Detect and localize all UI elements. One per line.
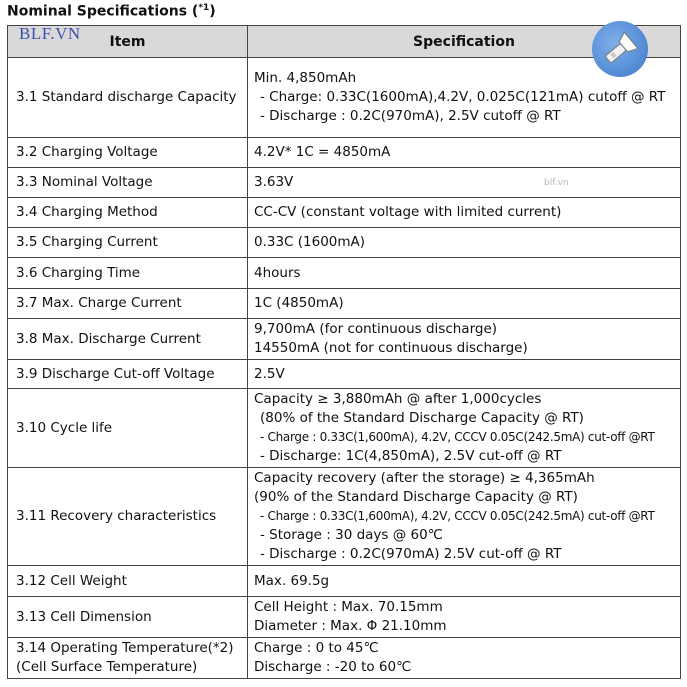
spec-line: Discharge : -20 to 60℃: [254, 659, 412, 675]
item-cell: 3.10 Cycle life: [8, 389, 248, 468]
spec-line: Capacity recovery (after the storage) ≥ 4,365mAh: [254, 470, 595, 486]
spec-line: - Discharge : 0.2C(970mA) 2.5V cut-off @ RT: [260, 546, 562, 562]
table-row: [8, 566, 681, 597]
table-row: [8, 597, 681, 638]
spec-line: - Charge : 0.33C(1,600mA), 4.2V, CCCV 0.05C(242.5mA) cut-off @RT: [260, 430, 655, 444]
table-row: [8, 168, 681, 198]
flashlight-logo-icon: [592, 21, 648, 77]
spec-line: 3.63V: [254, 174, 294, 190]
spec-cell: [248, 389, 681, 468]
table-header-row: [8, 26, 681, 58]
table-row: [8, 468, 681, 566]
header-item: Item: [8, 26, 248, 58]
item-cell: 3.4 Charging Method: [8, 198, 248, 228]
spec-line: Capacity ≥ 3,880mAh @ after 1,000cycles: [254, 391, 542, 407]
spec-line: 1C (4850mA): [254, 295, 344, 311]
spec-line: (90% of the Standard Discharge Capacity @ RT): [254, 489, 578, 505]
spec-line: (80% of the Standard Discharge Capacity @ RT): [260, 410, 584, 426]
item-cell: 3.7 Max. Charge Current: [8, 289, 248, 319]
spec-line: 14550mA (not for continuous discharge): [254, 340, 528, 356]
spec-line: - Charge : 0.33C(1,600mA), 4.2V, CCCV 0.05C(242.5mA) cut-off @RT: [260, 509, 655, 523]
item-cell: 3.1 Standard discharge Capacity: [8, 58, 248, 138]
table-row: [8, 138, 681, 168]
spec-line: 9,700mA (for continuous discharge): [254, 321, 498, 337]
spec-line: - Discharge: 1C(4,850mA), 2.5V cut-off @ RT: [260, 448, 562, 464]
spec-line: 4hours: [254, 264, 301, 281]
spec-line: 2.5V: [254, 365, 285, 382]
watermark-logo-text: BLF.VN: [19, 24, 81, 43]
item-cell: 3.9 Discharge Cut-off Voltage: [8, 360, 248, 389]
item-cell: 3.6 Charging Time: [8, 258, 248, 289]
item-cell: 3.11 Recovery characteristics: [8, 468, 248, 566]
table-row: [8, 58, 681, 138]
spec-line: - Discharge : 0.2C(970mA), 2.5V cutoff @ RT: [260, 108, 561, 124]
item-cell: 3.12 Cell Weight: [8, 566, 248, 597]
item-cell: 3.8 Max. Discharge Current: [8, 319, 248, 360]
spec-line: 0.33C (1600mA): [254, 234, 366, 250]
table-row: [8, 228, 681, 258]
table-row: [8, 289, 681, 319]
table-row: [8, 198, 681, 228]
spec-line: Diameter : Max. Φ 21.10mm: [254, 618, 447, 634]
spec-cell: [248, 638, 681, 679]
spec-line: - Storage : 30 days @ 60℃: [260, 527, 443, 543]
item-cell: 3.14 Operating Temperature(*2) (Cell Surface Temperature): [8, 638, 248, 679]
table-row: [8, 319, 681, 360]
item-cell: 3.13 Cell Dimension: [8, 597, 248, 638]
spec-table: [7, 25, 681, 679]
item-cell: 3.3 Nominal Voltage: [8, 168, 248, 198]
spec-cell: [248, 319, 681, 360]
spec-cell: [248, 138, 681, 168]
spec-line: Charge : 0 to 45℃: [254, 640, 379, 656]
spec-cell: [248, 228, 681, 258]
header-specification: Specification: [248, 26, 681, 58]
table-row: [8, 389, 681, 468]
spec-cell: [248, 468, 681, 566]
spec-line: Min. 4,850mAh: [254, 70, 357, 86]
item-cell: 3.5 Charging Current: [8, 228, 248, 258]
spec-line: Cell Height : Max. 70.15mm: [254, 599, 443, 615]
table-row: [8, 258, 681, 289]
spec-line: Max. 69.5g: [254, 572, 330, 589]
spec-cell: [248, 360, 681, 389]
spec-cell: [248, 289, 681, 319]
page-title: Nominal Specifications ($^{*1}$): [7, 3, 216, 20]
spec-cell: [248, 258, 681, 289]
watermark-text: blf.vn: [544, 178, 569, 188]
spec-line: - Charge: 0.33C(1600mA),4.2V, 0.025C(121mA) cutoff @ RT: [260, 89, 666, 105]
spec-line: CC-CV (constant voltage with limited current): [254, 204, 562, 220]
spec-cell: [248, 597, 681, 638]
spec-cell: [248, 198, 681, 228]
table-row: [8, 360, 681, 389]
table-row: [8, 638, 681, 679]
spec-line: 4.2V* 1C = 4850mA: [254, 144, 391, 160]
spec-cell: [248, 566, 681, 597]
spec-cell: [248, 168, 681, 198]
item-cell: 3.2 Charging Voltage: [8, 138, 248, 168]
